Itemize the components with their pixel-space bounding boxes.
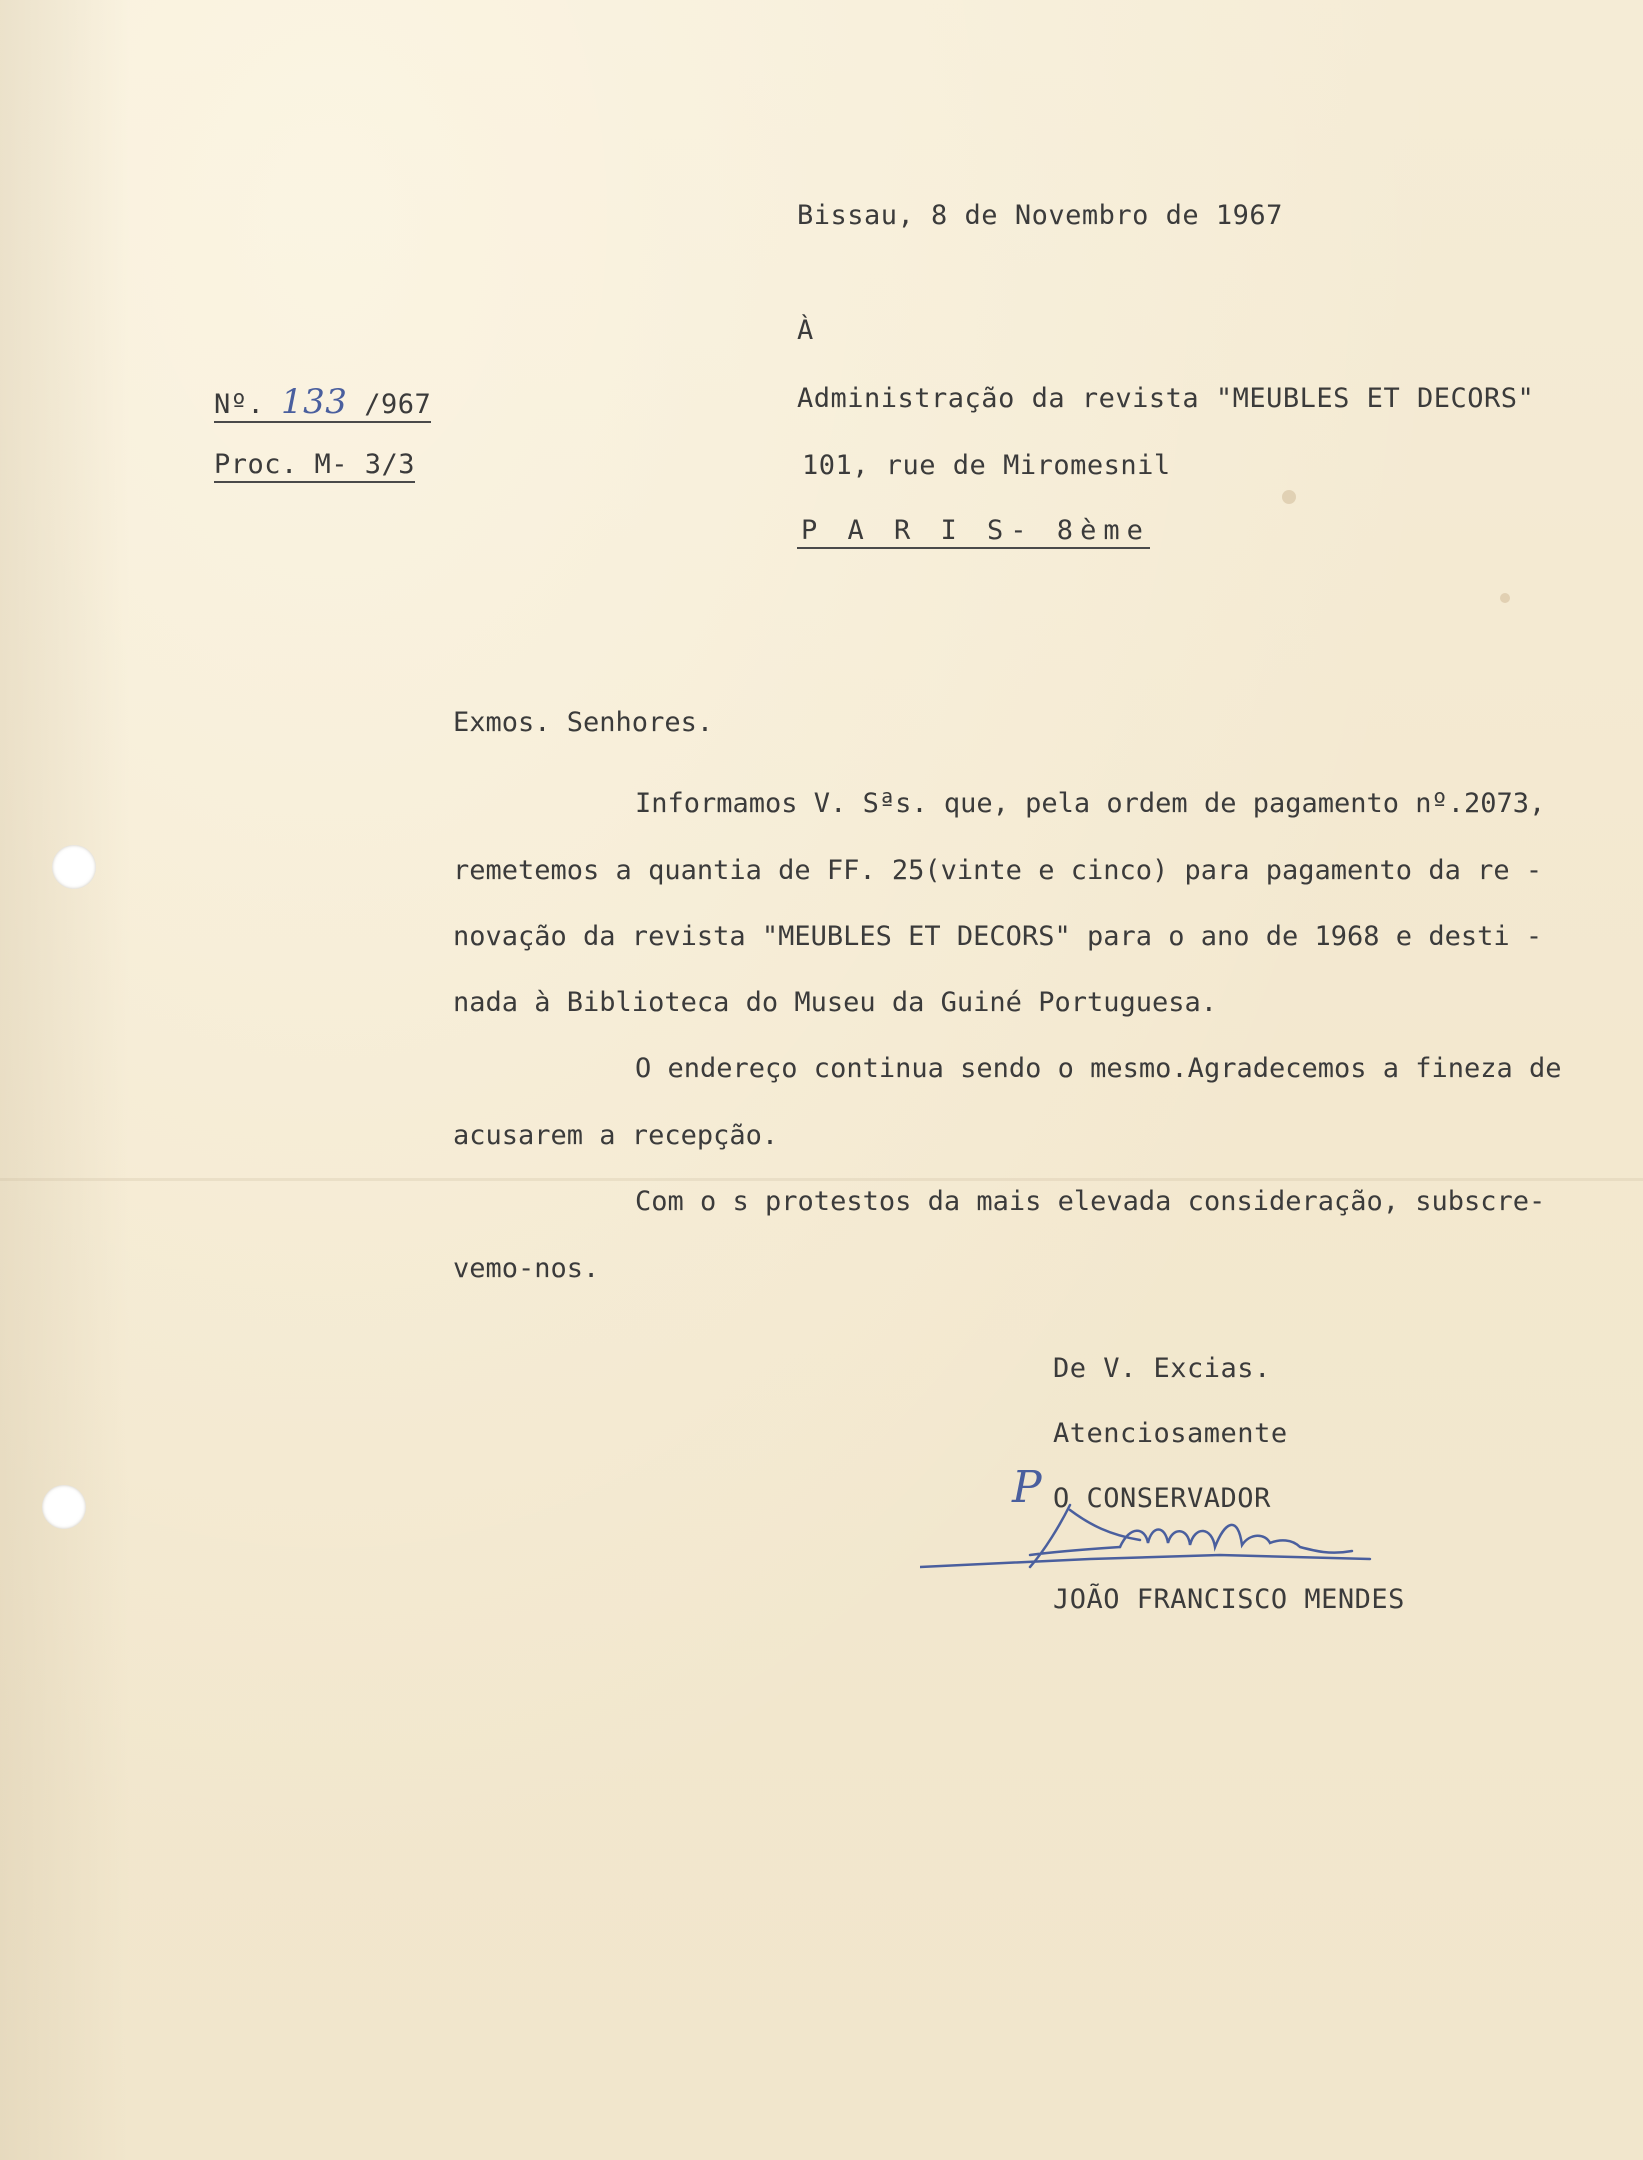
recipient-prefix: À [797, 315, 814, 346]
punch-hole-top [52, 845, 96, 889]
reference-number-year: /967 [364, 389, 432, 420]
punch-hole-bottom [42, 1485, 86, 1529]
reference-number-label: Nº. [214, 389, 265, 420]
body-line: nada à Biblioteca do Museu da Guiné Portuguesa. [453, 987, 1218, 1018]
signatory-title: O CONSERVADOR [1053, 1483, 1271, 1514]
signatory-name: JOÃO FRANCISCO MENDES [1053, 1584, 1405, 1615]
paper-stain [1282, 490, 1296, 504]
pp-mark: P [1012, 1462, 1043, 1513]
paper-fold-line [0, 1178, 1643, 1181]
closing-line-1: De V. Excias. [1053, 1353, 1271, 1384]
recipient-city-text: P A R I S- 8ème [797, 515, 1150, 549]
process-reference-text: Proc. M- 3/3 [214, 449, 415, 483]
body-line: vemo-nos. [453, 1253, 600, 1284]
paper-edge-shadow [0, 0, 130, 2160]
recipient-name: Administração da revista "MEUBLES ET DECORS" [797, 383, 1535, 414]
recipient-city [797, 515, 1150, 546]
body-line: Com o s protestos da mais elevada consideração, subscre- [635, 1186, 1546, 1217]
paper-stain [1500, 593, 1510, 603]
body-line: acusarem a recepção. [453, 1120, 779, 1151]
closing-line-2: Atenciosamente [1053, 1418, 1288, 1449]
reference-number-handwritten: 133 [281, 382, 348, 422]
reference-number-block [214, 382, 432, 423]
body-line: Informamos V. Sªs. que, pela ordem de pagamento nº.2073, [635, 788, 1546, 819]
body-line: remetemos a quantia de FF. 25(vinte e cinco) para pagamento da re - [453, 855, 1543, 886]
reference-number [214, 382, 431, 422]
place-date: Bissau, 8 de Novembro de 1967 [797, 200, 1283, 231]
body-line: O endereço continua sendo o mesmo.Agradecemos a fineza de [635, 1053, 1562, 1084]
salutation: Exmos. Senhores. [453, 707, 714, 738]
signature-icon [920, 1455, 1380, 1575]
recipient-street: 101, rue de Miromesnil [802, 450, 1171, 481]
body-line: novação da revista "MEUBLES ET DECORS" para o ano de 1968 e desti - [453, 921, 1543, 952]
process-reference [214, 449, 415, 480]
